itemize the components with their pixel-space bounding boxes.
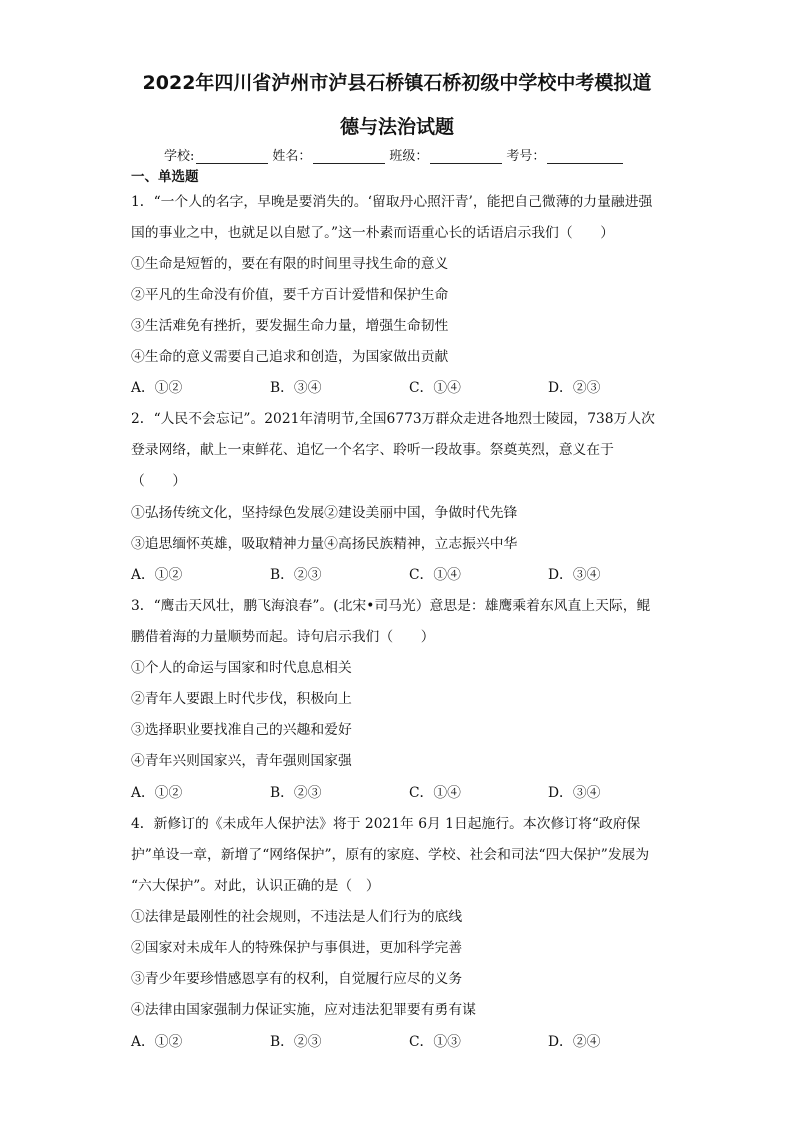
number-label: 考号：: [506, 149, 546, 164]
question-line: ①生命是短暂的，要在有限的时间里寻找生命的意义: [131, 256, 449, 272]
question-line: 4．新修订的《未成年人保护法》将于 2021年 6月 1日起施行。本次修订将“政府保: [131, 816, 641, 832]
option-b: B．③④: [270, 380, 322, 396]
school-label: 学校:: [164, 149, 195, 164]
class-label: 班级：: [389, 149, 429, 164]
question-line: ③生活难免有挫折，要发掘生命力量，增强生命韧性: [131, 318, 449, 334]
option-d: D．②③: [548, 380, 601, 396]
question-line: ②平凡的生命没有价值，要千方百计爱惜和保护生命: [131, 287, 449, 303]
question-line: ③追思缅怀英雄，吸取精神力量④高扬民族精神，立志振兴中华: [131, 536, 518, 552]
name-label: 姓名：: [272, 149, 312, 164]
student-info-row: [164, 145, 627, 164]
exam-title-line-1: 2022年四川省泸州市泸县石桥镇石桥初级中学校中考模拟道: [142, 72, 652, 94]
option-c: C．①④: [409, 567, 461, 583]
question-line: 护”单设一章，新增了“网络保护”，原有的家庭、学校、社会和司法“四大保护”发展为: [131, 847, 650, 863]
class-blank: [430, 149, 502, 164]
exam-title-line-2: 德与法治试题: [339, 116, 454, 138]
name-blank: [313, 149, 385, 164]
option-c: C．①④: [409, 785, 461, 801]
question-line: 2．“人民不会忘记”。2021年清明节,全国6773万群众走进各地烈士陵园，738万人次: [131, 411, 655, 427]
question-line: ②青年人要跟上时代步伐，积极向上: [131, 691, 352, 707]
section-title: 一、单选题: [131, 169, 199, 185]
option-b: B．②③: [270, 1034, 322, 1050]
question-line: “六大保护”。对此，认识正确的是（ ）: [131, 878, 380, 894]
option-d: D．②④: [548, 1034, 601, 1050]
option-b: B．②③: [270, 567, 322, 583]
number-blank: [547, 149, 623, 164]
question-line: 登录网络，献上一束鲜花、追忆一个名字、聆听一段故事。祭奠英烈，意义在于: [131, 442, 614, 458]
option-a: A．①②: [131, 567, 183, 583]
question-line: （ ）: [131, 473, 187, 489]
question-line: ①弘扬传统文化，坚持绿色发展②建设美丽中国，争做时代先锋: [131, 505, 518, 521]
question-line: ③青少年要珍惜感恩享有的权利，自觉履行应尽的义务: [131, 971, 463, 987]
option-d: D．③④: [548, 785, 601, 801]
question-line: ①法律是最刚性的社会规则，不违法是人们行为的底线: [131, 909, 463, 925]
question-line: ①个人的命运与国家和时代息息相关: [131, 660, 352, 676]
question-line: ④法律由国家强制力保证实施，应对违法犯罪要有勇有谋: [131, 1002, 476, 1018]
option-b: B．②③: [270, 785, 322, 801]
question-line: 1．“一个人的名字，早晚是要消失的。‘留取丹心照汗青’，能把自己微薄的力量融进强: [131, 194, 653, 210]
question-line: 国的事业之中，也就足以自慰了。”这一朴素而语重心长的话语启示我们（ ）: [131, 225, 615, 241]
option-a: A．①②: [131, 380, 183, 396]
option-c: C．①③: [409, 1034, 461, 1050]
option-d: D．③④: [548, 567, 601, 583]
question-line: ④青年兴则国家兴，青年强则国家强: [131, 753, 352, 769]
question-line: ④生命的意义需要自己追求和创造，为国家做出贡献: [131, 349, 449, 365]
question-line: 3．“鹰击天风壮，鹏飞海浪春”。(北宋•司马光）意思是：雄鹰乘着东风直上天际，鲲: [131, 598, 651, 614]
option-a: A．①②: [131, 1034, 183, 1050]
question-line: ③选择职业要找准自己的兴趣和爱好: [131, 722, 352, 738]
question-line: ②国家对未成年人的特殊保护与事俱进，更加科学完善: [131, 940, 463, 956]
option-c: C．①④: [409, 380, 461, 396]
option-a: A．①②: [131, 785, 183, 801]
school-blank: [196, 149, 268, 164]
question-line: 鹏借着海的力量顺势而起。诗句启示我们（ ）: [131, 629, 435, 645]
